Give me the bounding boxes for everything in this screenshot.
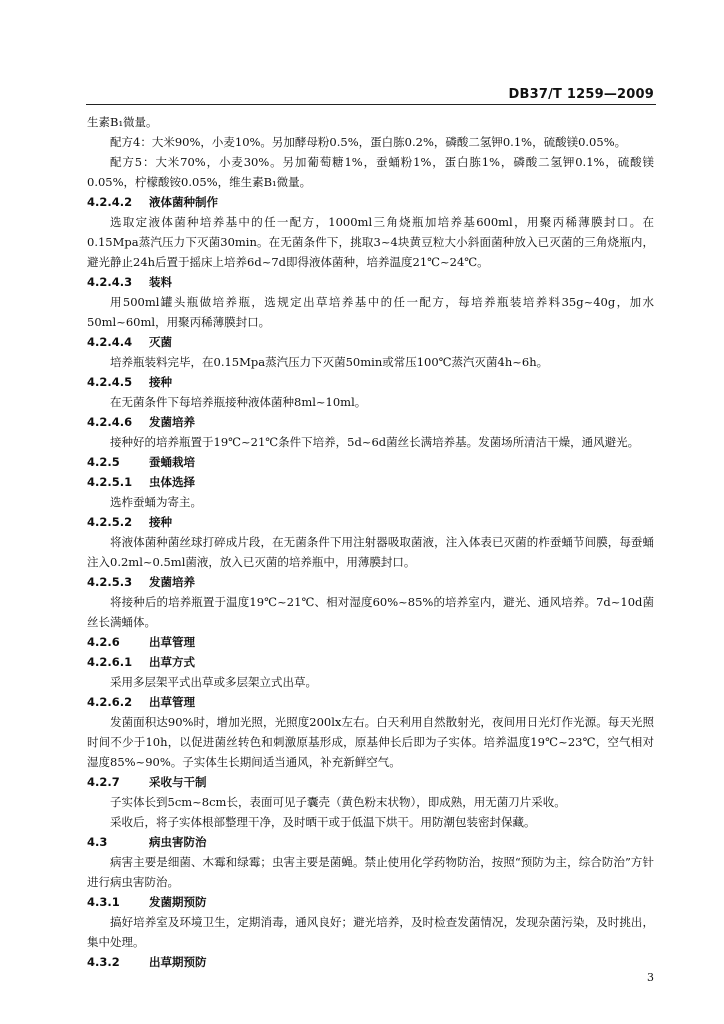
section-title: 出草方式 — [149, 655, 195, 669]
section-number: 4.2.7 — [87, 775, 120, 789]
section-title: 装料 — [149, 275, 172, 289]
section-heading — [87, 692, 654, 712]
paragraph: 将接种后的培养瓶置于温度19℃~21℃、相对湿度60%~85%的培养室内，避光、通风培养。7d~10d菌丝长满蛹体。 — [87, 595, 654, 629]
paragraph: 接种好的培养瓶置于19℃~21℃条件下培养，5d~6d菌丝长满培养基。发菌场所清洁干燥，通风避光。 — [110, 435, 640, 449]
paragraph: 采用多层架平式出草或多层架立式出草。 — [110, 675, 317, 689]
paragraph: 选柞蚕蛹为寄主。 — [110, 495, 202, 509]
section-number: 4.2.4.6 — [87, 415, 133, 429]
section-title: 出草管理 — [149, 635, 195, 649]
section-heading — [87, 412, 654, 432]
paragraph: 发菌面积达90%时，增加光照，光照度200lx左右。白天利用自然散射光，夜间用日光灯作光源。每天光照时间不少于10h，以促进菌丝转色和刺激原基形成，原基伸长后即为子实体。培养温度19℃~23℃，空气相对湿度85%~90%。子实体生长期间适当通风，补充新鲜空气。 — [87, 715, 654, 769]
section-heading — [87, 892, 654, 912]
section-number: 4.3.2 — [87, 955, 120, 969]
section-heading — [87, 632, 654, 652]
paragraph: 配方5：大米70%，小麦30%。另加葡萄糖1%，蚕蛹粉1%，蛋白胨1%，磷酸二氢钾0.1%，硫酸镁0.05%，柠檬酸铵0.05%，维生素B₁微量。 — [87, 155, 654, 189]
document-code: DB37/T 1259—2009 — [508, 87, 654, 102]
section-heading — [87, 572, 654, 592]
section-title: 发菌培养 — [149, 415, 195, 429]
paragraph: 子实体长到5cm~8cm长，表面可见子囊壳（黄色粉末状物），即成熟，用无菌刀片采收。 — [110, 795, 566, 809]
paragraph: 培养瓶装料完毕，在0.15Mpa蒸汽压力下灭菌50min或常压100℃蒸汽灭菌4h~6h。 — [110, 355, 549, 369]
section-heading — [87, 272, 654, 292]
section-number: 4.2.5.2 — [87, 515, 133, 529]
section-number: 4.2.4.5 — [87, 375, 133, 389]
section-title: 蚕蛹栽培 — [149, 455, 195, 469]
section-title: 出草期预防 — [149, 955, 207, 969]
section-heading — [87, 192, 654, 212]
section-title: 接种 — [149, 515, 172, 529]
section-number: 4.2.5.1 — [87, 475, 133, 489]
header-divider — [86, 104, 656, 105]
section-heading — [87, 832, 654, 852]
section-number: 4.2.6 — [87, 635, 120, 649]
section-heading — [87, 372, 654, 392]
section-title: 发菌期预防 — [149, 895, 207, 909]
section-title: 接种 — [149, 375, 172, 389]
section-number: 4.2.5 — [87, 455, 120, 469]
paragraph: 将液体菌种菌丝球打碎成片段，在无菌条件下用注射器吸取菌液，注入体表已灭菌的柞蚕蛹节间膜，每蚕蛹注入0.2ml~0.5ml菌液，放入已灭菌的培养瓶中，用薄膜封口。 — [87, 535, 654, 569]
section-number: 4.2.5.3 — [87, 575, 133, 589]
section-heading — [87, 452, 654, 472]
document-body — [87, 112, 654, 972]
section-heading — [87, 472, 654, 492]
section-number: 4.3.1 — [87, 895, 120, 909]
section-heading — [87, 772, 654, 792]
section-title: 发菌培养 — [149, 575, 195, 589]
paragraph: 用500ml罐头瓶做培养瓶，选规定出草培养基中的任一配方，每培养瓶装培养料35g~40g，加水50ml~60ml，用聚丙稀薄膜封口。 — [87, 295, 654, 329]
page-number: 3 — [647, 971, 654, 984]
section-number: 4.2.4.4 — [87, 335, 133, 349]
section-number: 4.2.6.1 — [87, 655, 133, 669]
section-title: 出草管理 — [149, 695, 195, 709]
paragraph: 病害主要是细菌、木霉和绿霉；虫害主要是菌蝇。禁止使用化学药物防治，按照“预防为主，综合防治”方针进行病虫害防治。 — [87, 855, 654, 889]
section-heading — [87, 952, 654, 972]
paragraph: 在无菌条件下每培养瓶接种液体菌种8ml~10ml。 — [110, 395, 367, 409]
paragraph: 生素B₁微量。 — [87, 115, 158, 129]
section-number: 4.2.4.2 — [87, 195, 133, 209]
section-heading — [87, 652, 654, 672]
paragraph: 配方4：大米90%，小麦10%。另加酵母粉0.5%，蛋白胨0.2%，磷酸二氢钾0.1%，硫酸镁0.05%。 — [110, 135, 627, 149]
section-number: 4.2.4.3 — [87, 275, 133, 289]
paragraph: 采收后，将子实体根部整理干净，及时晒干或于低温下烘干。用防潮包装密封保藏。 — [110, 815, 536, 829]
paragraph: 选取定液体菌种培养基中的任一配方，1000ml三角烧瓶加培养基600ml，用聚丙稀薄膜封口。在0.15Mpa蒸汽压力下灭菌30min。在无菌条件下，挑取3~4块黄豆粒大小斜面菌种放入已灭菌的三角烧瓶内，避光静止24h后置于摇床上培养6d~7d即得液体菌种，培养温度21℃~24℃。 — [87, 215, 654, 269]
section-heading — [87, 332, 654, 352]
section-title: 虫体选择 — [149, 475, 195, 489]
section-title: 液体菌种制作 — [149, 195, 218, 209]
section-heading — [87, 512, 654, 532]
section-title: 采收与干制 — [149, 775, 207, 789]
section-title: 灭菌 — [149, 335, 172, 349]
section-number: 4.3 — [87, 835, 108, 849]
section-number: 4.2.6.2 — [87, 695, 133, 709]
section-title: 病虫害防治 — [149, 835, 207, 849]
paragraph: 搞好培养室及环境卫生，定期消毒，通风良好；避光培养，及时检查发菌情况，发现杂菌污染，及时挑出，集中处理。 — [87, 915, 654, 949]
